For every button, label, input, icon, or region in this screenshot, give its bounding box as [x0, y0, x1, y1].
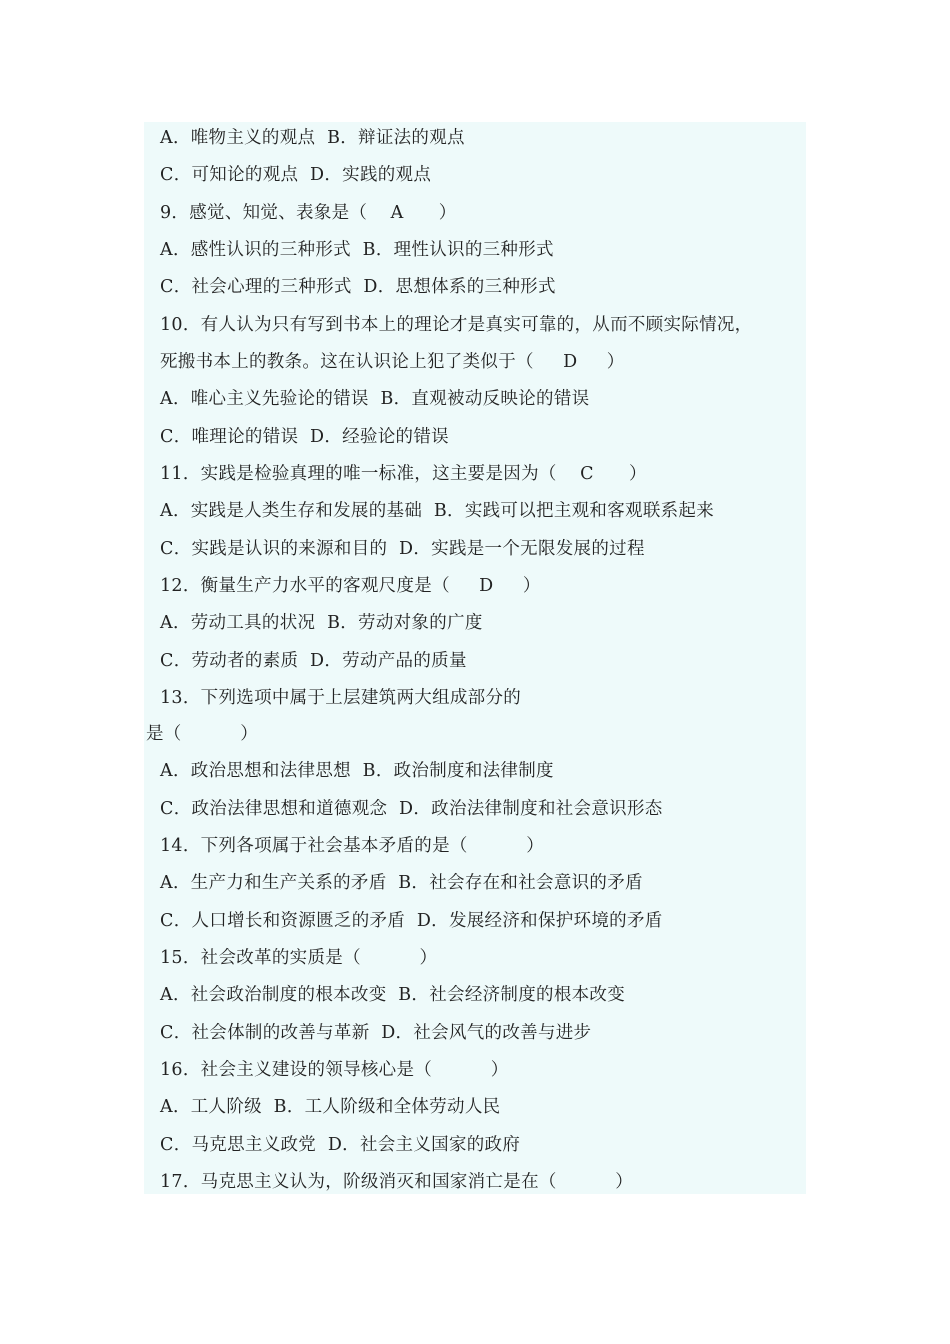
question-17-stem: 17．马克思主义认为，阶级消灭和国家消亡是在（ ） — [160, 1172, 634, 1192]
question-8-options-ab: A．唯物主义的观点 B．辩证法的观点 — [160, 128, 465, 148]
question-13-options-cd: C．政治法律思想和道德观念 D．政治法律制度和社会意识形态 — [160, 799, 663, 819]
question-10-options-cd: C．唯理论的错误 D．经验论的错误 — [160, 427, 449, 447]
question-9-options-ab: A．感性认识的三种形式 B．理性认识的三种形式 — [160, 240, 554, 260]
question-15-stem: 15．社会改革的实质是（ ） — [160, 948, 438, 968]
question-14-options-ab: A．生产力和生产关系的矛盾 B．社会存在和社会意识的矛盾 — [160, 873, 643, 893]
question-15-options-cd: C．社会体制的改善与革新 D．社会风气的改善与进步 — [160, 1023, 592, 1043]
question-16-stem: 16．社会主义建设的领导核心是（ ） — [160, 1060, 509, 1080]
question-10-stem-line-2: 死搬书本上的教条。这在认识论上犯了类似于（ D ） — [160, 352, 625, 372]
question-13-options-ab: A．政治思想和法律思想 B．政治制度和法律制度 — [160, 761, 554, 781]
question-16-options-ab: A．工人阶级 B．工人阶级和全体劳动人民 — [160, 1097, 501, 1117]
question-10-stem-line-1: 10．有人认为只有写到书本上的理论才是真实可靠的，从而不顾实际情况， — [160, 315, 753, 335]
question-11-stem: 11．实践是检验真理的唯一标准，这主要是因为（ C ） — [160, 464, 647, 484]
question-8-options-cd: C．可知论的观点 D．实践的观点 — [160, 165, 432, 185]
question-12-options-cd: C．劳动者的素质 D．劳动产品的质量 — [160, 651, 467, 671]
question-9-options-cd: C．社会心理的三种形式 D．思想体系的三种形式 — [160, 277, 556, 297]
question-9-stem: 9．感觉、知觉、表象是（ A ） — [160, 203, 457, 223]
question-10-options-ab: A．唯心主义先验论的错误 B．直观被动反映论的错误 — [160, 389, 590, 409]
question-15-options-ab: A．社会政治制度的根本改变 B．社会经济制度的根本改变 — [160, 985, 626, 1005]
question-14-stem: 14．下列各项属于社会基本矛盾的是（ ） — [160, 836, 545, 856]
question-13-stem-line-1: 13．下列选项中属于上层建筑两大组成部分的 — [160, 688, 522, 708]
question-11-options-ab: A．实践是人类生存和发展的基础 B．实践可以把主观和客观联系起来 — [160, 501, 715, 521]
question-12-stem: 12．衡量生产力水平的客观尺度是（ D ） — [160, 576, 541, 596]
question-16-options-cd: C．马克思主义政党 D．社会主义国家的政府 — [160, 1135, 521, 1155]
question-14-options-cd: C．人口增长和资源匮乏的矛盾 D．发展经济和保护环境的矛盾 — [160, 911, 663, 931]
question-11-options-cd: C．实践是认识的来源和目的 D．实践是一个无限发展的过程 — [160, 539, 645, 559]
question-13-stem-line-2: 是（ ） — [146, 724, 259, 744]
question-12-options-ab: A．劳动工具的状况 B．劳动对象的广度 — [160, 613, 483, 633]
